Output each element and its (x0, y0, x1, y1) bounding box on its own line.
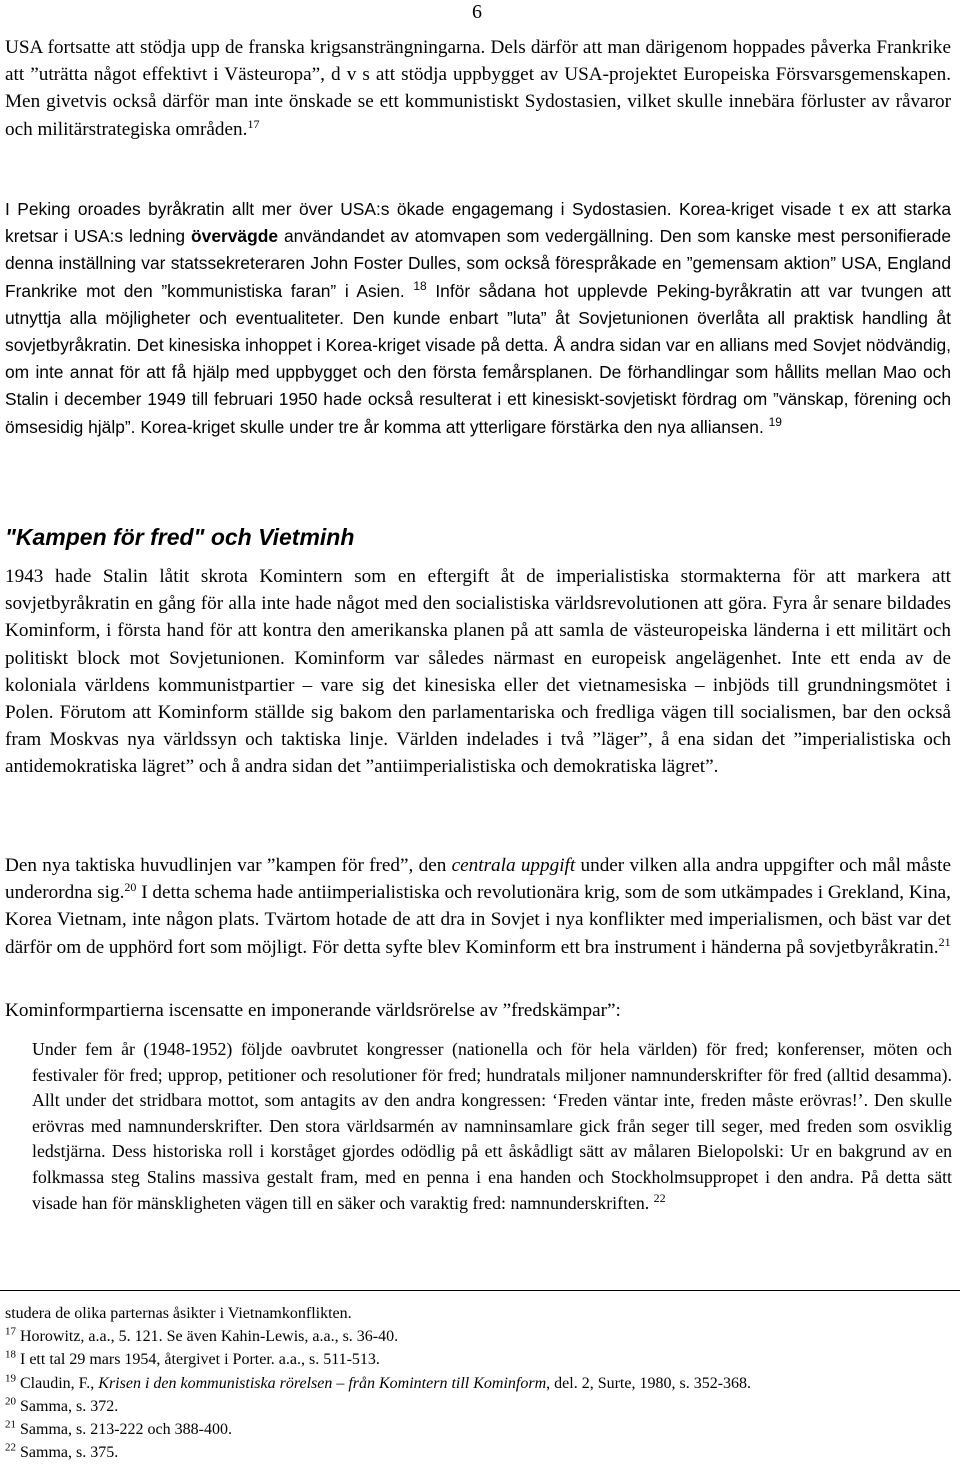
paragraph-peace-campaign (5, 852, 951, 961)
footnote-text: Horowitz, a.a., 5. 121. Se även Kahin-Lewis, a.a., s. 36-40. (16, 1328, 399, 1346)
footnote-number: 17 (5, 1325, 16, 1338)
paragraph-text: USA fortsatte att stödja upp de franska krigsansträngningarna. Dels därför att man därigenom hoppades påverka Frankrike att ”uträtta något effektivt i Västeuropa”, d v s att stödja uppbygget av USA-projektet Europeiska Försvarsgemenskapen. Men givetvis också därför man inte önskade se ett kommunistiskt Sydostasien, vilket skulle innebära förluster av råvaror och militärstrategiska områden. (5, 37, 951, 140)
block-quote (32, 1037, 952, 1216)
quote-text: Under fem år (1948-1952) följde oavbrutet kongresser (nationella och för hela världen) för fred; konferenser, möten och festivaler för fred; upprop, petitioner och resolutioner för fred; hundratals miljoner namnunderskrifter för fred (alltid desamma). Allt under det stridbara mottot, som antagits av den andra kongressen: ‘Freden väntar inte, freden måste erövras!’. Den skulle erövras med namnunderskrifter. Den stora världsarmén av namninsamlare gick från seger till seger, med freden som osviklig ledstjärna. Dess historiska roll i korståget gjordes odödlig på ett åskådligt sätt av målaren Bielopolski: Ur en bakgrund av en folkmassa steg Stalins massiva gestalt fram, med en penna i ena handen och Stockholmsuppropet i den andra. På detta sätt visade han för mänskligheten vägen till en säker och varaktig fred: namnunderskriften. (32, 1039, 952, 1213)
footnote-divider (0, 1290, 960, 1291)
paragraph-text: I Peking oroades byråkratin allt mer över USA:s ökade engagemang i Sydostasien. Korea-kriget visade t ex att starka kretsar i USA:s ledning (5, 199, 951, 247)
book-title: Krisen i den kommunistiska rörelsen – från Komintern till Kominform (98, 1374, 547, 1392)
footnote-19 (5, 1372, 951, 1395)
footnote-number: 20 (5, 1395, 16, 1408)
footnote-text: Samma, s. 213-222 och 388-400. (16, 1421, 232, 1439)
footnote-22 (5, 1441, 951, 1464)
paragraph-text: Kominformpartierna iscensatte en imponerande världsrörelse av ”fredskämpar”: (5, 1000, 621, 1021)
footnote-ref-20[interactable]: 20 (124, 880, 137, 895)
paragraph-text: Den nya taktiska huvudlinjen var ”kampen för fred”, den (5, 855, 452, 876)
section-heading: "Kampen för fred" och Vietminh (5, 524, 355, 550)
footnote-text: Claudin, F., (16, 1374, 99, 1392)
paragraph-text: 1943 hade Stalin låtit skrota Komintern som en eftergift åt de imperialistiska stormakterna för att markera att sovjetbyråkratin en gång för alla inte hade något med den socialistiska världsrevolutionen att göra. Fyra år senare bildades Kominform, i första hand för att kontra den amerikanska planen på att samla de västeuropeiska länderna i ett militärt och politiskt block mot Sovjetunionen. Kominform var således närmast en europeisk angelägenhet. Inte ett enda av de koloniala världens kommunistpartier – vare sig det kinesiska eller det vietnamesiska – inbjöds till grundningsmötet i Polen. Förutom att Kominform ställde sig bakom den parlamentariska och fredliga vägen till socialismen, bar den också fram Moskvas nya världssyn och taktiska linje. Världen indelades i två ”läger”, å ena sidan det ”imperialistiska och antidemokratiska lägret” och å andra sidan det ”antiimperialistiska och demokratiska lägret”. (5, 566, 951, 778)
italic-phrase: centrala uppgift (451, 855, 576, 876)
footnote-ref-18[interactable]: 18 (413, 278, 427, 293)
footnote-ref-17[interactable]: 17 (247, 116, 260, 131)
footnote-number: 22 (5, 1441, 16, 1454)
paragraph-text: Inför sådana hot upplevde Peking-byråkratin att var tvungen att utnyttja alla möjligheter och eventualiteter. Den kunde enbart ”luta” åt Sovjetunionen överlåta all praktisk handling åt sovjetbyråkratin. Det kinesiska inhoppet i Korea-kriget visade på detta. Å andra sidan var en allians med Sovjet nödvändig, om inte annat för att få hjälp med uppbygget och den första femårsplanen. De förhandlingar som hållits mellan Mao och Stalin i december 1949 till februari 1950 hade också resulterat i ett kinesiskt-sovjetiskt fördrag om ”vänskap, förening och ömsesidig hjälp”. Korea-kriget skulle under tre år komma att ytterligare förstärka den nya alliansen. (5, 280, 951, 437)
footnote-number: 19 (5, 1372, 16, 1385)
page-number: 6 (472, 1, 482, 23)
footnote-18 (5, 1348, 951, 1371)
footnote-continuation: studera de olika parternas åsikter i Vietnamkonflikten. (5, 1305, 352, 1322)
paragraph-text: användandet av atomvapen som vedergällning. Den som kanske mest personifierade denna inställning var statssekreteraren John Foster Dulles, som också förespråkade en ”gemensam aktion” USA, England Frankrike mot den ”kommunistiska faran” i Asien. (5, 226, 951, 301)
bold-word: övervägde (191, 226, 279, 247)
footnote-number: 18 (5, 1348, 16, 1361)
paragraph-peace-fighters (5, 997, 951, 1024)
footnote-21 (5, 1418, 951, 1441)
paragraph-peking-bureaucracy (5, 196, 951, 441)
footnote-text: , del. 2, Surte, 1980, s. 352-368. (546, 1374, 752, 1392)
paragraph-text: under vilken alla andra uppgifter och mål måste underordna sig. (5, 855, 952, 904)
footnotes (5, 1302, 951, 1464)
footnote-17 (5, 1325, 951, 1348)
paragraph-text: I detta schema hade antiimperialistiska och revolutionära krig, som de som utkämpades i Grekland, Kina, Korea Vietnam, inte någon plats. Tvärtom hotade de att dra in Sovjet i nya konflikter med imperialismen, och bäst var det därför om de upphörd fort som möjligt. För detta syfte blev Kominform ett bra instrument i händerna på sovjetbyråkratin. (5, 882, 951, 958)
footnote-20 (5, 1395, 951, 1418)
paragraph-usa-support (5, 34, 951, 143)
footnote-ref-22[interactable]: 22 (653, 1190, 666, 1205)
footnote-text: Samma, s. 372. (16, 1397, 119, 1415)
paragraph-kominform (5, 563, 951, 781)
footnote-number: 21 (5, 1418, 16, 1431)
footnote-text: I ett tal 29 mars 1954, återgivet i Porter. a.a., s. 511-513. (16, 1351, 380, 1369)
footnote-ref-19[interactable]: 19 (768, 414, 782, 429)
footnote-ref-21[interactable]: 21 (938, 934, 951, 949)
footnote-text: Samma, s. 375. (16, 1444, 119, 1462)
